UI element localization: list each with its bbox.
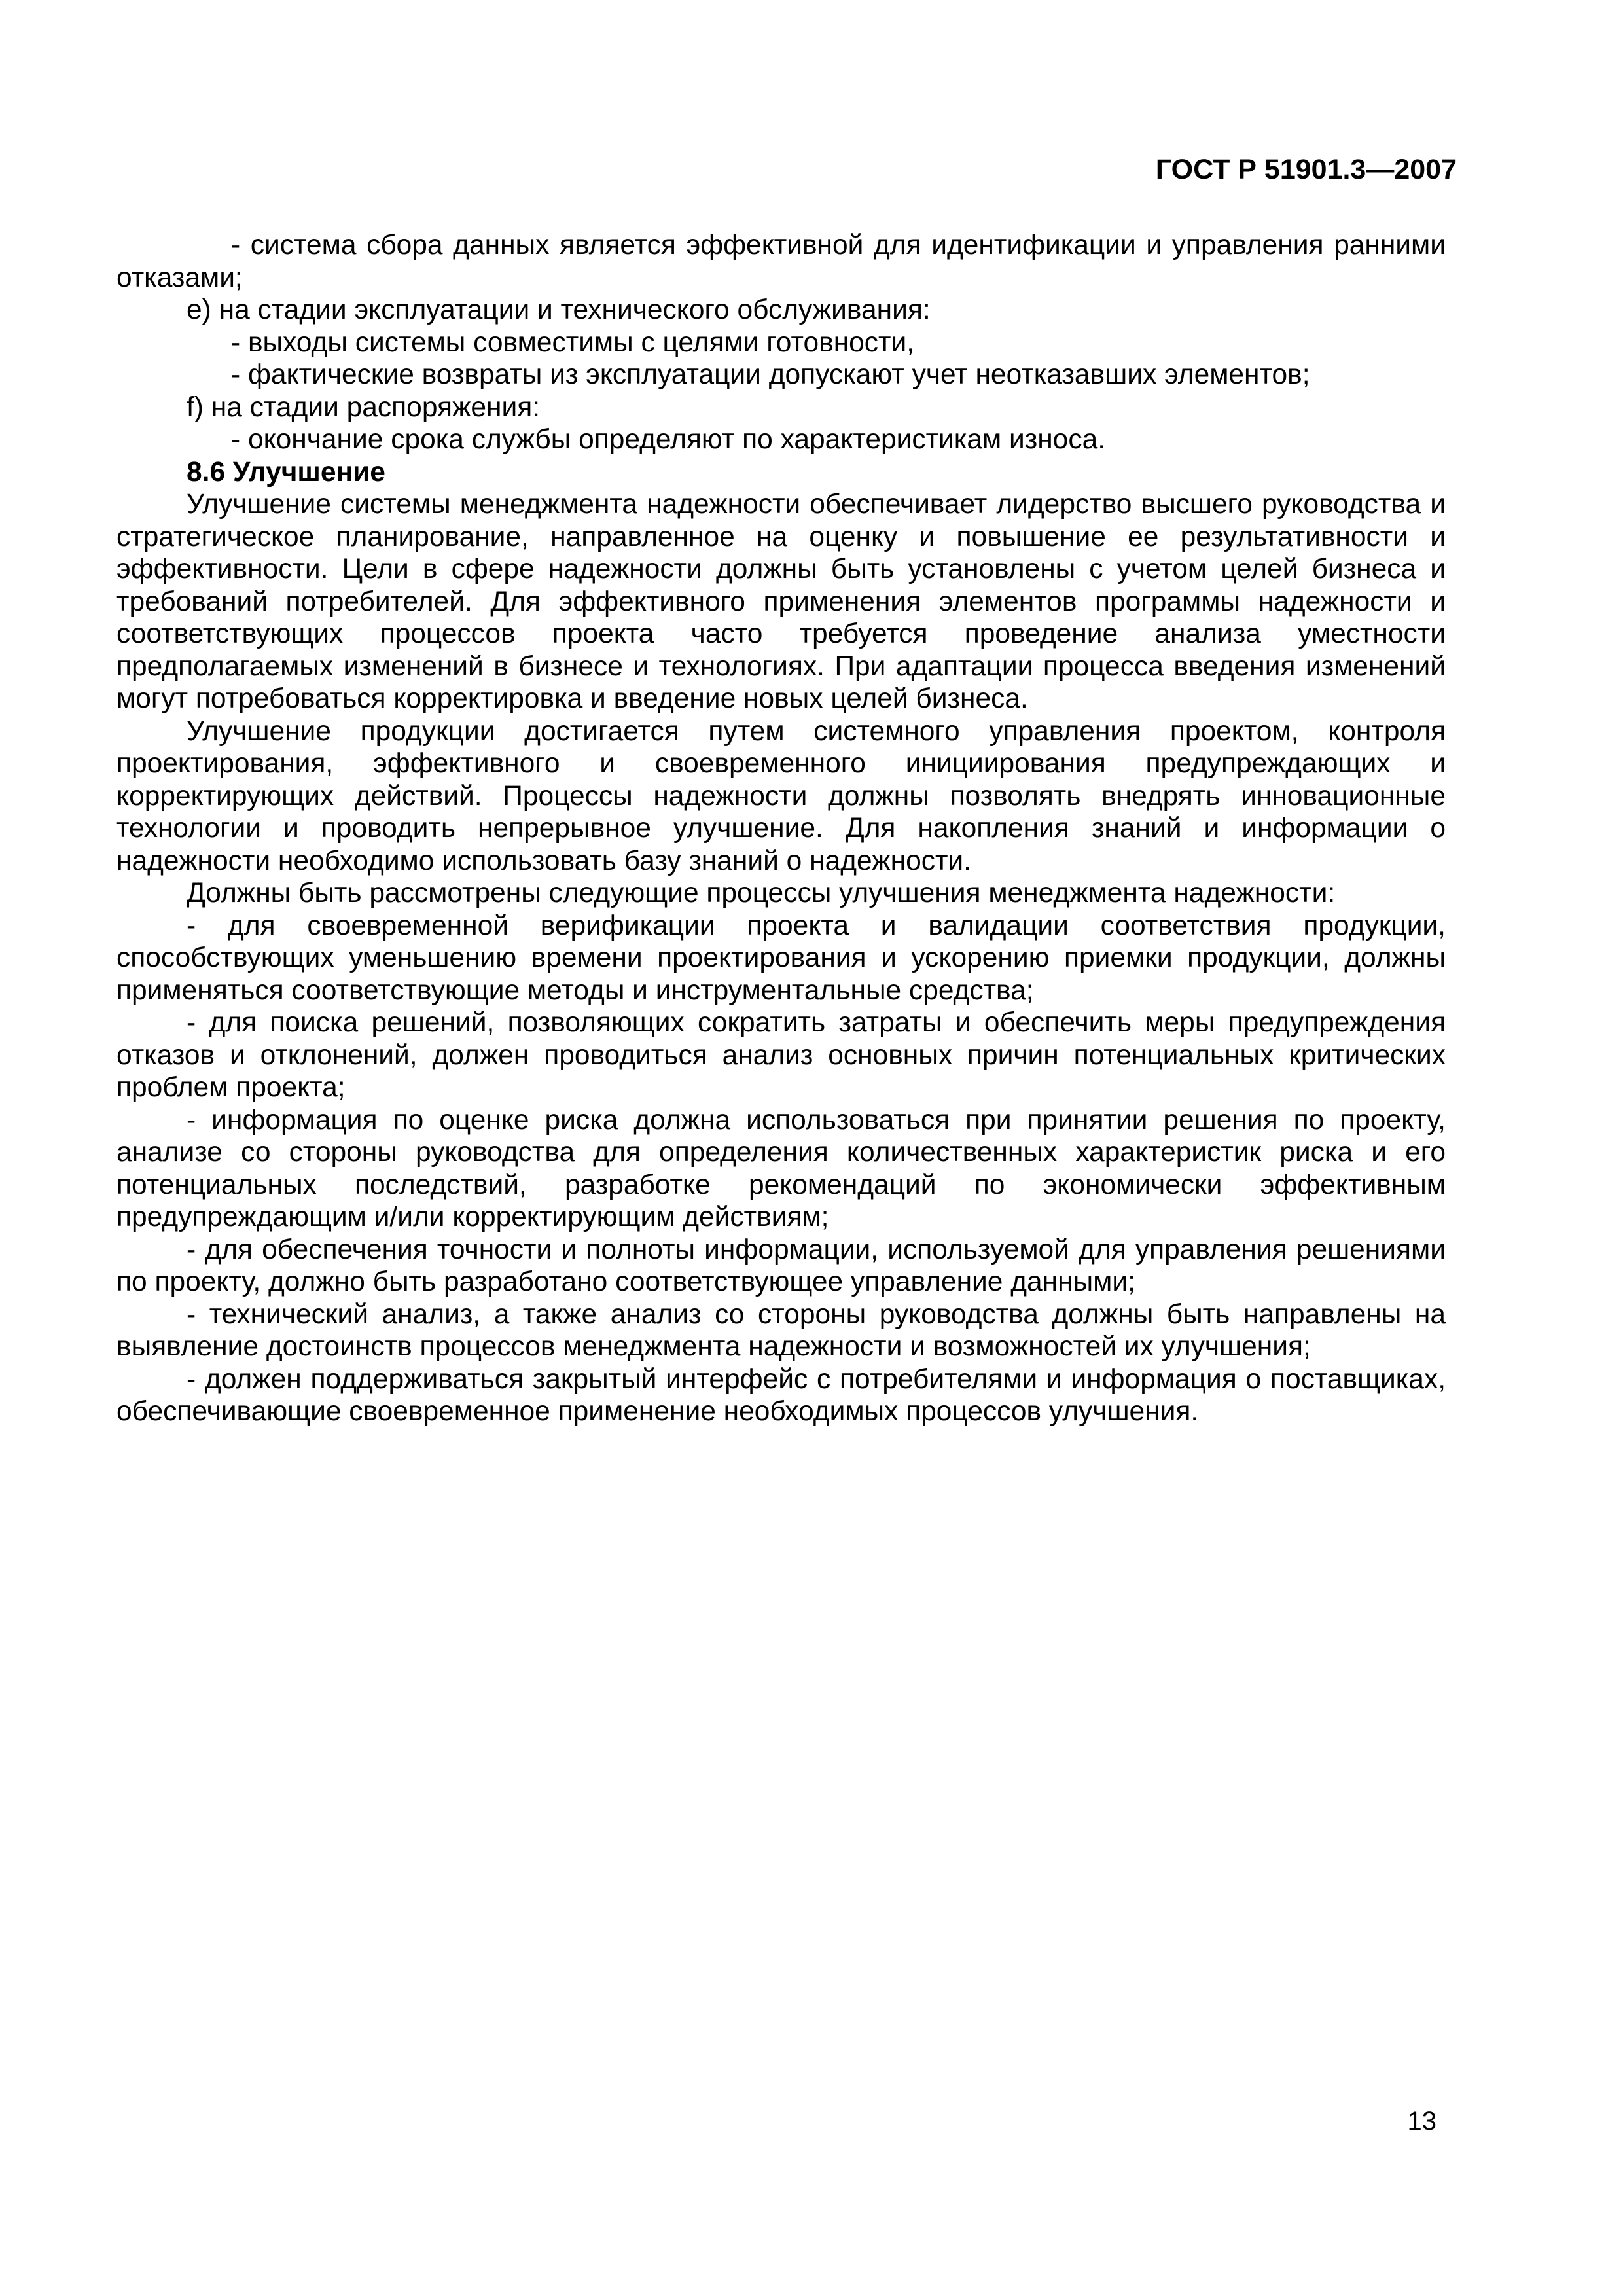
paragraph-processes-intro: Должны быть рассмотрены следующие процессы улучшения менеджмента надежности: [187, 878, 1336, 908]
list-item-risk-information: - информация по оценке риска должна использоваться при принятии решения по проекту, анализе со стороны руководства для определения количественных характеристик риска и его потенциальных последствий, разработке рекомендаций по экономически эффективным предупреждающим и/или корректирующим действиям; [116, 1104, 1446, 1232]
document-body [116, 229, 1446, 1428]
list-item-technical-review: - технический анализ, а также анализ со стороны руководства должны быть направлены на выявление достоинств процессов менеджмента надежности и возможностей их улучшения; [116, 1299, 1446, 1362]
document-number-header: ГОСТ Р 51901.3—2007 [1155, 154, 1457, 185]
list-item-availability: - выходы системы совместимы с целями готовности, [231, 327, 915, 358]
list-item-data-management: - для обеспечения точности и полноты информации, используемой для управления решениями по проекту, должно быть разработано соответствующее управление данными; [116, 1234, 1446, 1297]
list-item-early-failures: - система сбора данных является эффективной для идентификации и управления ранними отказами; [116, 230, 1446, 293]
list-item-stage-e: е) на стадии эксплуатации и технического обслуживания: [187, 295, 931, 325]
paragraph-product-improvement: Улучшение продукции достигается путем системного управления проектом, контроля проектирования, эффективного и своевременного инициирования предупреждающих и корректирующих действий. Процессы надежности должны позволять внедрять инновационные технологии и проводить непрерывное улучшение. Для накопления знаний и информации о надежности необходимо использовать базу знаний о надежности. [116, 715, 1446, 876]
list-item-stage-f: f) на стадии распоряжения: [187, 391, 541, 423]
list-item-verification: - для своевременной верификации проекта и валидации соответствия продукции, способствующих уменьшению времени проектирования и ускорению приемки продукции, должны применяться соответствующие методы и инструментальные средства; [116, 910, 1446, 1006]
section-title-8-6: 8.6 Улучшение [187, 456, 385, 488]
paragraph-improvement-system: Улучшение системы менеджмента надежности обеспечивает лидерство высшего руководства и стратегическое планирование, направленное на оценку и повышение ее результативности и эффективности. Цели в сфере надежности должны быть установлены с учетом целей бизнеса и требований потребителей. Для эффективного применения элементов программы надежности и соответствующих процессов проекта часто требуется проведение анализа уместности предполагаемых изменений в бизнесе и технологиях. При адаптации процесса введения изменений могут потребоваться корректировка и введение новых целей бизнеса. [116, 489, 1446, 714]
list-item-returns: - фактические возвраты из эксплуатации допускают учет неотказавших элементов; [231, 359, 1310, 390]
list-item-customer-interface: - должен поддерживаться закрытый интерфейс с потребителями и информация о поставщиках, обеспечивающие своевременное применение необходимых процессов улучшения. [116, 1363, 1446, 1427]
page-number: 13 [1407, 2107, 1436, 2136]
list-item-cost-reduction: - для поиска решений, позволяющих сократить затраты и обеспечить меры предупреждения отказов и отклонений, должен проводиться анализ основных причин потенциальных критических проблем проекта; [116, 1007, 1446, 1103]
list-item-end-of-life: - окончание срока службы определяют по характеристикам износа. [231, 424, 1106, 455]
